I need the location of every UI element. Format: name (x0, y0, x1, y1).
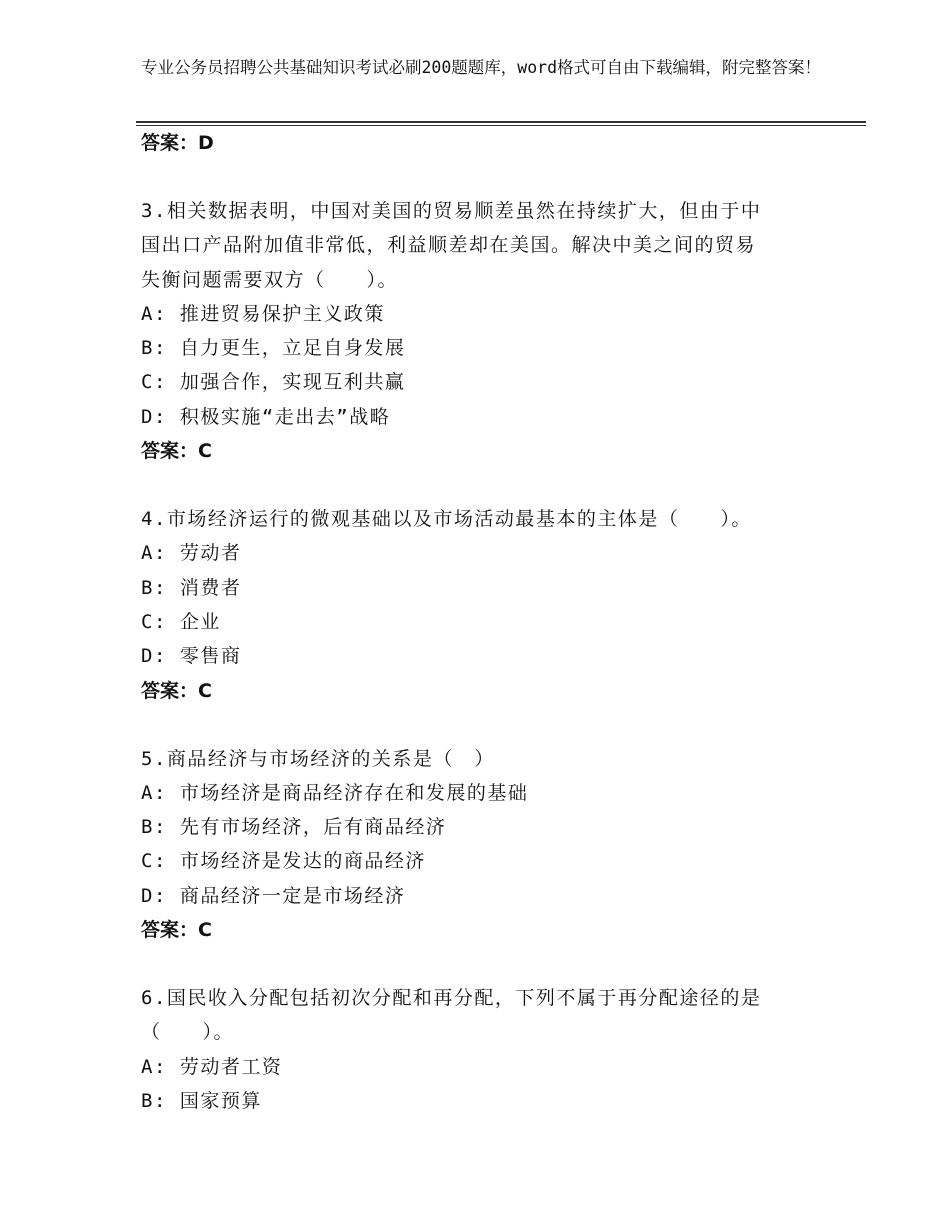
option-b: B: 消费者 (141, 576, 242, 599)
question-list (141, 126, 801, 1118)
option-d: D: 商品经济一定是市场经济 (141, 884, 406, 907)
option-a: A: 劳动者 (141, 542, 242, 565)
header-divider (136, 121, 866, 123)
spacer (141, 468, 801, 502)
question-stem: 3.相关数据表明，中国对美国的贸易顺差虽然在持续扩大，但由于中 (141, 200, 762, 222)
option-a: A: 市场经济是商品经济存在和发展的基础 (141, 781, 529, 804)
option-a: A: 推进贸易保护主义政策 (141, 302, 385, 325)
option-c: C: 企业 (141, 610, 221, 633)
question-stem: 国出口产品附加值非常低，利益顺差却在美国。解决中美之间的贸易 (141, 234, 757, 257)
question-stem: 6.国民收入分配包括初次分配和再分配，下列不属于再分配途径的是 (141, 987, 762, 1010)
question-6 (141, 981, 801, 1118)
option-a: A: 劳动者工资 (141, 1055, 283, 1078)
option-b: B: 先有市场经济，后有商品经济 (141, 816, 447, 839)
option-b: B: 自力更生，立足自身发展 (141, 337, 406, 360)
spacer (141, 708, 801, 742)
answer: 答案：C (141, 919, 212, 942)
answer: 答案：C (141, 440, 212, 463)
page-header: 专业公务员招聘公共基础知识考试必刷200题题库，word格式可自由下载编辑，附完整答案！ (141, 58, 822, 77)
option-d: D: 积极实施“走出去”战略 (141, 405, 391, 428)
question-stem: 4.市场经济运行的微观基础以及市场活动最基本的主体是（ ）。 (141, 508, 752, 531)
question-stem: （ ）。 (141, 1021, 235, 1044)
question-3 (141, 194, 801, 468)
spacer (141, 947, 801, 981)
question-4 (141, 502, 801, 707)
option-d: D: 零售商 (141, 645, 242, 668)
option-c: C: 市场经济是发达的商品经济 (141, 850, 426, 873)
question-5 (141, 742, 801, 947)
spacer (141, 160, 801, 194)
option-c: C: 加强合作，实现互利共赢 (141, 371, 406, 394)
question-stem: 失衡问题需要双方（ ）。 (141, 268, 399, 291)
question-stem: 5.商品经济与市场经济的关系是（ ） (141, 747, 495, 770)
option-b: B: 国家预算 (141, 1089, 262, 1112)
prev-answer: 答案：D (141, 132, 214, 154)
answer: 答案：C (141, 679, 212, 702)
